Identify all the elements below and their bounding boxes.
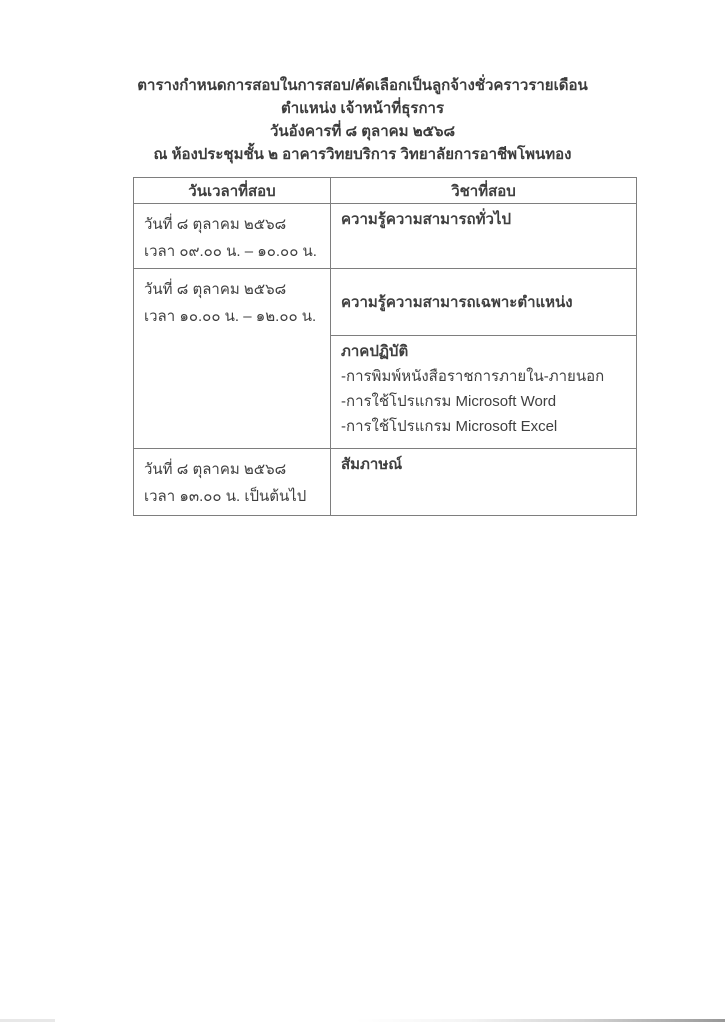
row2-date: วันที่ ๘ ตุลาคม ๒๕๖๘ xyxy=(144,281,287,298)
column-header-datetime: วันเวลาที่สอบ xyxy=(134,178,331,203)
row2-datetime-cell xyxy=(134,268,331,448)
row3-subject-cell: สัมภาษณ์ xyxy=(331,448,636,515)
row1-datetime-cell xyxy=(134,203,331,268)
practical-section-title: ภาคปฏิบัติ xyxy=(341,343,409,360)
title-line-2: ตำแหน่ง เจ้าหน้าที่ธุรการ xyxy=(280,100,445,117)
row2-time: เวลา ๑๐.๐๐ น. – ๑๒.๐๐ น. xyxy=(144,308,317,325)
title-line-3: วันอังคารที่ ๘ ตุลาคม ๒๕๖๘ xyxy=(269,123,456,140)
row1-date: วันที่ ๘ ตุลาคม ๒๕๖๘ xyxy=(144,216,287,233)
row3-date: วันที่ ๘ ตุลาคม ๒๕๖๘ xyxy=(144,461,287,478)
document-title-block xyxy=(0,74,725,166)
row1-subject-cell: ความรู้ความสามารถทั่วไป xyxy=(331,203,636,268)
title-line-1: ตารางกำหนดการสอบในการสอบ/คัดเลือกเป็นลูกจ้างชั่วคราวรายเดือน xyxy=(137,77,588,94)
practical-item-2: -การใช้โปรแกรม Microsoft Word xyxy=(341,393,557,410)
row2-subject-cell: ความรู้ความสามารถเฉพาะตำแหน่ง xyxy=(331,268,636,335)
exam-schedule-table xyxy=(133,177,637,516)
scan-artifact-bottom-edge xyxy=(355,1019,725,1022)
practical-item-1: -การพิมพ์หนังสือราชการภายใน-ภายนอก xyxy=(341,368,605,385)
scan-artifact-bottom-left xyxy=(0,1019,55,1022)
row3-datetime-cell xyxy=(134,448,331,515)
row2-practical-cell xyxy=(331,335,636,448)
column-header-subject: วิชาที่สอบ xyxy=(451,182,516,200)
title-line-4: ณ ห้องประชุมชั้น ๒ อาคารวิทยบริการ วิทยาลัยการอาชีพโพนทอง xyxy=(153,146,572,163)
row3-time: เวลา ๑๓.๐๐ น. เป็นต้นไป xyxy=(144,488,307,505)
practical-item-3: -การใช้โปรแกรม Microsoft Excel xyxy=(341,418,558,435)
row1-time: เวลา ๐๙.๐๐ น. – ๑๐.๐๐ น. xyxy=(144,243,317,260)
